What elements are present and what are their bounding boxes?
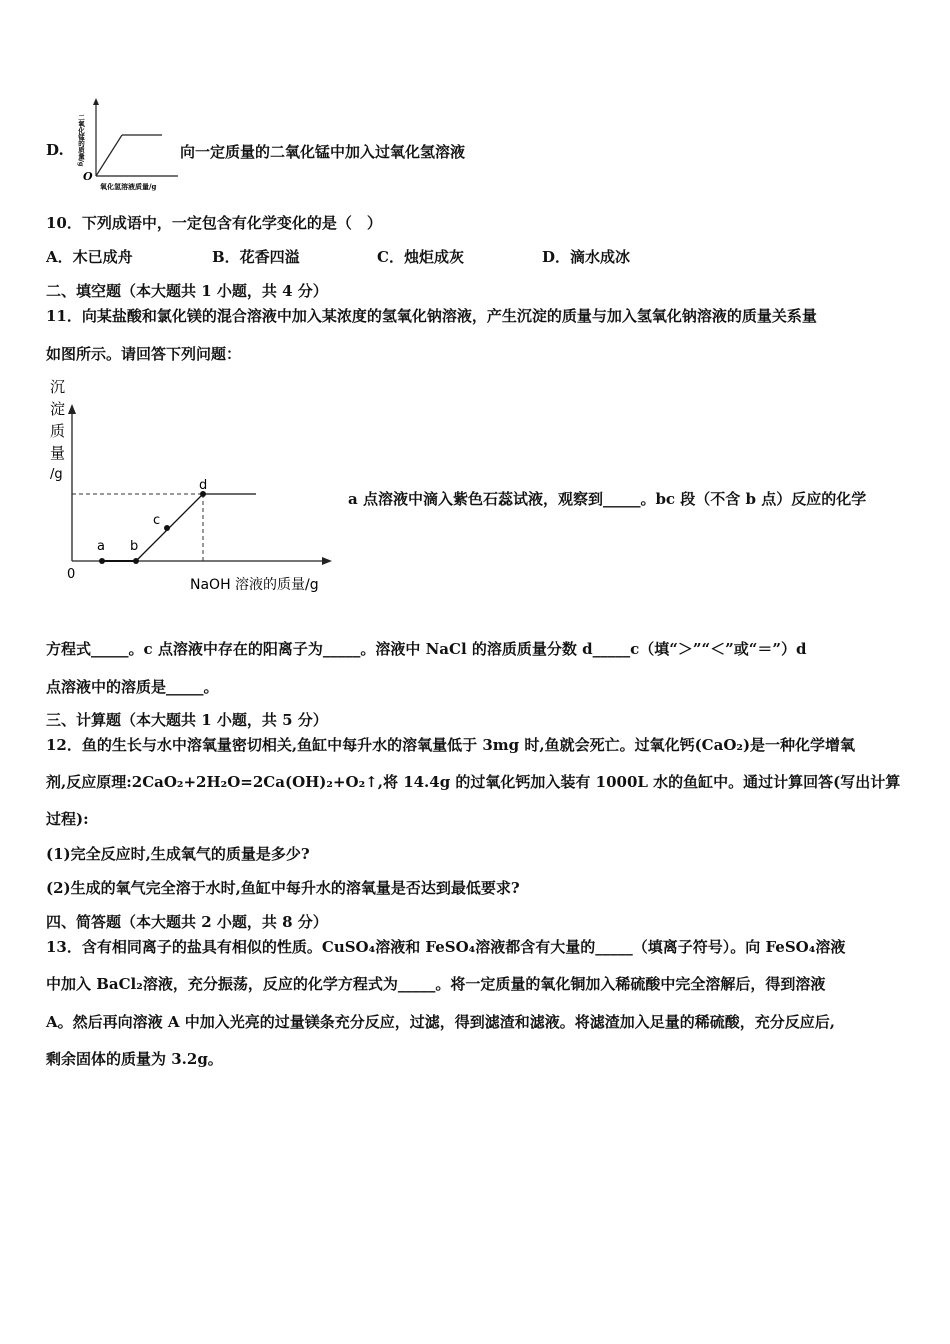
q11-point-b [133, 558, 139, 564]
q13-line3: A。然后再向溶液 A 中加入光亮的过量镁条充分反应，过滤，得到滤渣和滤液。将滤渣加入足量的稀硫酸，充分反应后, [46, 1013, 835, 1031]
q11-y-label-5: /g [50, 467, 63, 482]
q13-line4: 剩余固体的质量为 3.2g。 [46, 1050, 223, 1068]
q9d-rising-line [96, 135, 122, 176]
q11-label-a: a [97, 539, 105, 554]
q11-label-d: d [199, 478, 208, 493]
q12-line1: 12．鱼的生长与水中溶氧量密切相关,鱼缸中每升水的溶氧量低于 3mg 时,鱼就会死亡。过氧化钙(CaO₂)是一种化学增氧 [46, 736, 856, 754]
q9d-graph [78, 98, 188, 193]
q10-option-b: B．花香四溢 [212, 248, 300, 266]
q13-line1: 13．含有相同离子的盐具有相似的性质。CuSO₄溶液和 FeSO₄溶液都含有大量的_____（填离子符号）。向 FeSO₄溶液 [46, 938, 846, 956]
q9d-origin: O [83, 170, 93, 183]
q13-line2: 中加入 BaCl₂溶液，充分振荡，反应的化学方程式为_____。将一定质量的氧化铜加入稀硫酸中完全溶解后，得到溶液 [46, 975, 826, 993]
q11-y-label-4: 量 [50, 444, 66, 462]
section3-title: 三、计算题（本大题共 1 小题，共 5 分） [46, 711, 328, 729]
q11-x-label: NaOH 溶液的质量/g [190, 577, 319, 593]
q11-y-label-3: 质 [50, 422, 66, 440]
q9-option-d-label: D. [46, 141, 64, 159]
q11-y-label-2: 淀 [50, 400, 66, 418]
q10-option-a: A．木已成舟 [46, 248, 133, 266]
q12-sub2: (2)生成的氧气完全溶于水时,鱼缸中每升水的溶氧量是否达到最低要求? [46, 879, 520, 897]
q11-line2: 如图所示。请回答下列问题： [46, 345, 242, 363]
q9d-x-label: 氧化氢溶液质量/g [100, 182, 157, 191]
q11-line4: 点溶液中的溶质是_____。 [46, 678, 219, 696]
q11-origin: 0 [67, 567, 76, 582]
q9-option-d-text: 向一定质量的二氧化锰中加入过氧化氢溶液 [180, 143, 466, 161]
q11-label-c: c [153, 513, 161, 528]
q11-side-text: a 点溶液中滴入紫色石蕊试液，观察到_____。bc 段（不含 b 点）反应的化学 [348, 490, 867, 508]
q11-line1: 11．向某盐酸和氯化镁的混合溶液中加入某浓度的氢氧化钠溶液，产生沉淀的质量与加入氢氧化钠溶液的质量关系量 [46, 307, 817, 325]
q9d-y-arrow [93, 98, 99, 105]
q11-x-arrow [322, 557, 332, 565]
q11-y-arrow [68, 404, 76, 414]
q11-point-c [164, 525, 170, 531]
q12-line2: 剂,反应原理:2CaO₂+2H₂O=2Ca(OH)₂+O₂↑,将 14.4g 的过氧化钙加入装有 1000L 水的鱼缸中。通过计算回答(写出计算 [46, 773, 901, 791]
q9d-y-label: 二氧化锰的质量/g [77, 114, 85, 167]
q11-point-a [99, 558, 105, 564]
q11-y-label-1: 沉 [50, 378, 66, 396]
section4-title: 四、简答题（本大题共 2 小题，共 8 分） [46, 913, 328, 931]
section2-title: 二、填空题（本大题共 1 小题，共 4 分） [46, 282, 328, 300]
q10-option-d: D．滴水成冰 [542, 248, 631, 266]
q11-graph [40, 372, 350, 602]
q10-option-c: C．烛炬成灰 [377, 248, 464, 266]
q11-line3: 方程式_____。c 点溶液中存在的阳离子为_____。溶液中 NaCl 的溶质质量分数 d_____c（填“＞”“＜”或“＝”）d [46, 640, 807, 658]
q11-label-b: b [130, 539, 139, 554]
q10-stem: 10．下列成语中，一定包含有化学变化的是（ ） [46, 214, 382, 232]
q12-sub1: (1)完全反应时,生成氧气的质量是多少? [46, 845, 310, 863]
q12-line3: 过程): [46, 810, 89, 828]
